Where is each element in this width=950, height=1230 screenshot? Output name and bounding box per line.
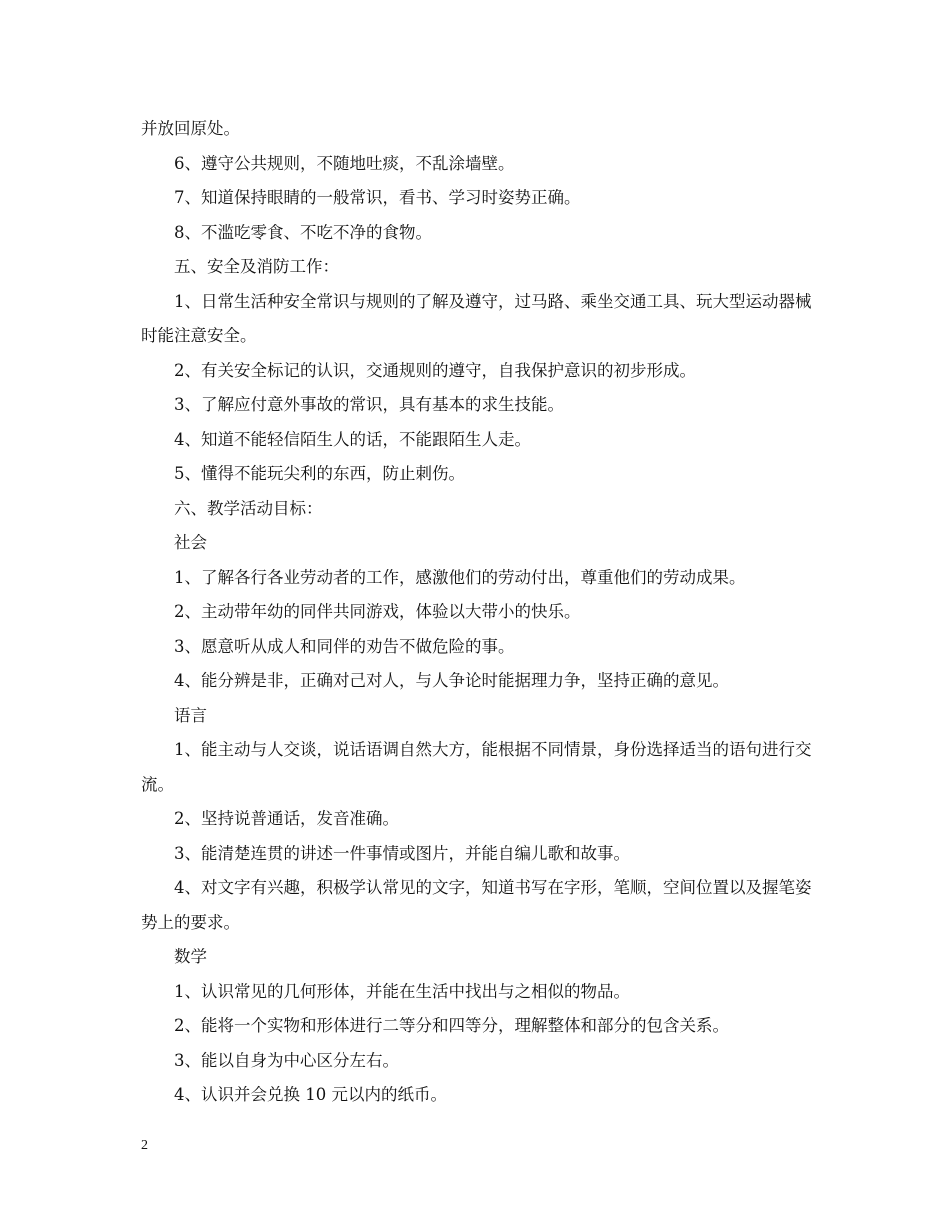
paragraph: 并放回原处。 bbox=[141, 119, 240, 138]
paragraph: 2、能将一个实物和形体进行二等分和四等分，理解整体和部分的包含关系。 bbox=[174, 1016, 729, 1035]
paragraph: 3、了解应付意外事故的常识，具有基本的求生技能。 bbox=[174, 395, 564, 414]
paragraph: 8、不滥吃零食、不吃不净的食物。 bbox=[174, 222, 432, 242]
paragraph: 3、能以自身为中心区分左右。 bbox=[174, 1050, 399, 1070]
subsection-heading: 数学 bbox=[174, 947, 207, 966]
subsection-heading: 社会 bbox=[174, 533, 207, 552]
paragraph: 4、对文字有兴趣，积极学认常见的文字，知道书写在字形，笔顺，空间位置以及握笔姿势上的要求。 bbox=[141, 878, 812, 932]
section-heading: 六、教学活动目标： bbox=[174, 498, 323, 518]
paragraph: 2、主动带年幼的同伴共同游戏，体验以大带小的快乐。 bbox=[174, 602, 581, 621]
paragraph: 6、遵守公共规则，不随地吐痰，不乱涂墙壁。 bbox=[174, 153, 515, 173]
paragraph: 1、能主动与人交谈，说话语调自然大方，能根据不同情景，身份选择适当的语句进行交流。 bbox=[141, 740, 812, 794]
paragraph: 1、认识常见的几何形体，并能在生活中找出与之相似的物品。 bbox=[174, 981, 630, 1001]
paragraph: 2、有关安全标记的认识，交通规则的遵守，自我保护意识的初步形成。 bbox=[174, 360, 696, 380]
paragraph: 3、能清楚连贯的讲述一件事情或图片，并能自编儿歌和故事。 bbox=[174, 843, 630, 863]
paragraph: 1、日常生活种安全常识与规则的了解及遵守，过马路、乘坐交通工具、玩大型运动器械时能注意安全。 bbox=[141, 291, 812, 345]
section-heading: 五、安全及消防工作： bbox=[174, 257, 339, 276]
paragraph: 2、坚持说普通话，发音准确。 bbox=[174, 809, 399, 828]
subsection-heading: 语言 bbox=[174, 705, 207, 725]
paragraph: 4、认识并会兑换 10 元以内的纸币。 bbox=[174, 1085, 447, 1104]
document-body bbox=[141, 112, 813, 1113]
paragraph: 7、知道保持眼睛的一般常识，看书、学习时姿势正确。 bbox=[174, 188, 581, 207]
paragraph: 1、了解各行各业劳动者的工作，感激他们的劳动付出，尊重他们的劳动成果。 bbox=[174, 567, 746, 587]
paragraph: 4、知道不能轻信陌生人的话，不能跟陌生人走。 bbox=[174, 429, 531, 449]
paragraph: 5、懂得不能玩尖利的东西，防止刺伤。 bbox=[174, 464, 465, 483]
page-number: 2 bbox=[141, 1138, 148, 1153]
paragraph: 4、能分辨是非，正确对己对人，与人争论时能据理力争，坚持正确的意见。 bbox=[174, 671, 729, 690]
paragraph: 3、愿意听从成人和同伴的劝告不做危险的事。 bbox=[174, 636, 515, 656]
